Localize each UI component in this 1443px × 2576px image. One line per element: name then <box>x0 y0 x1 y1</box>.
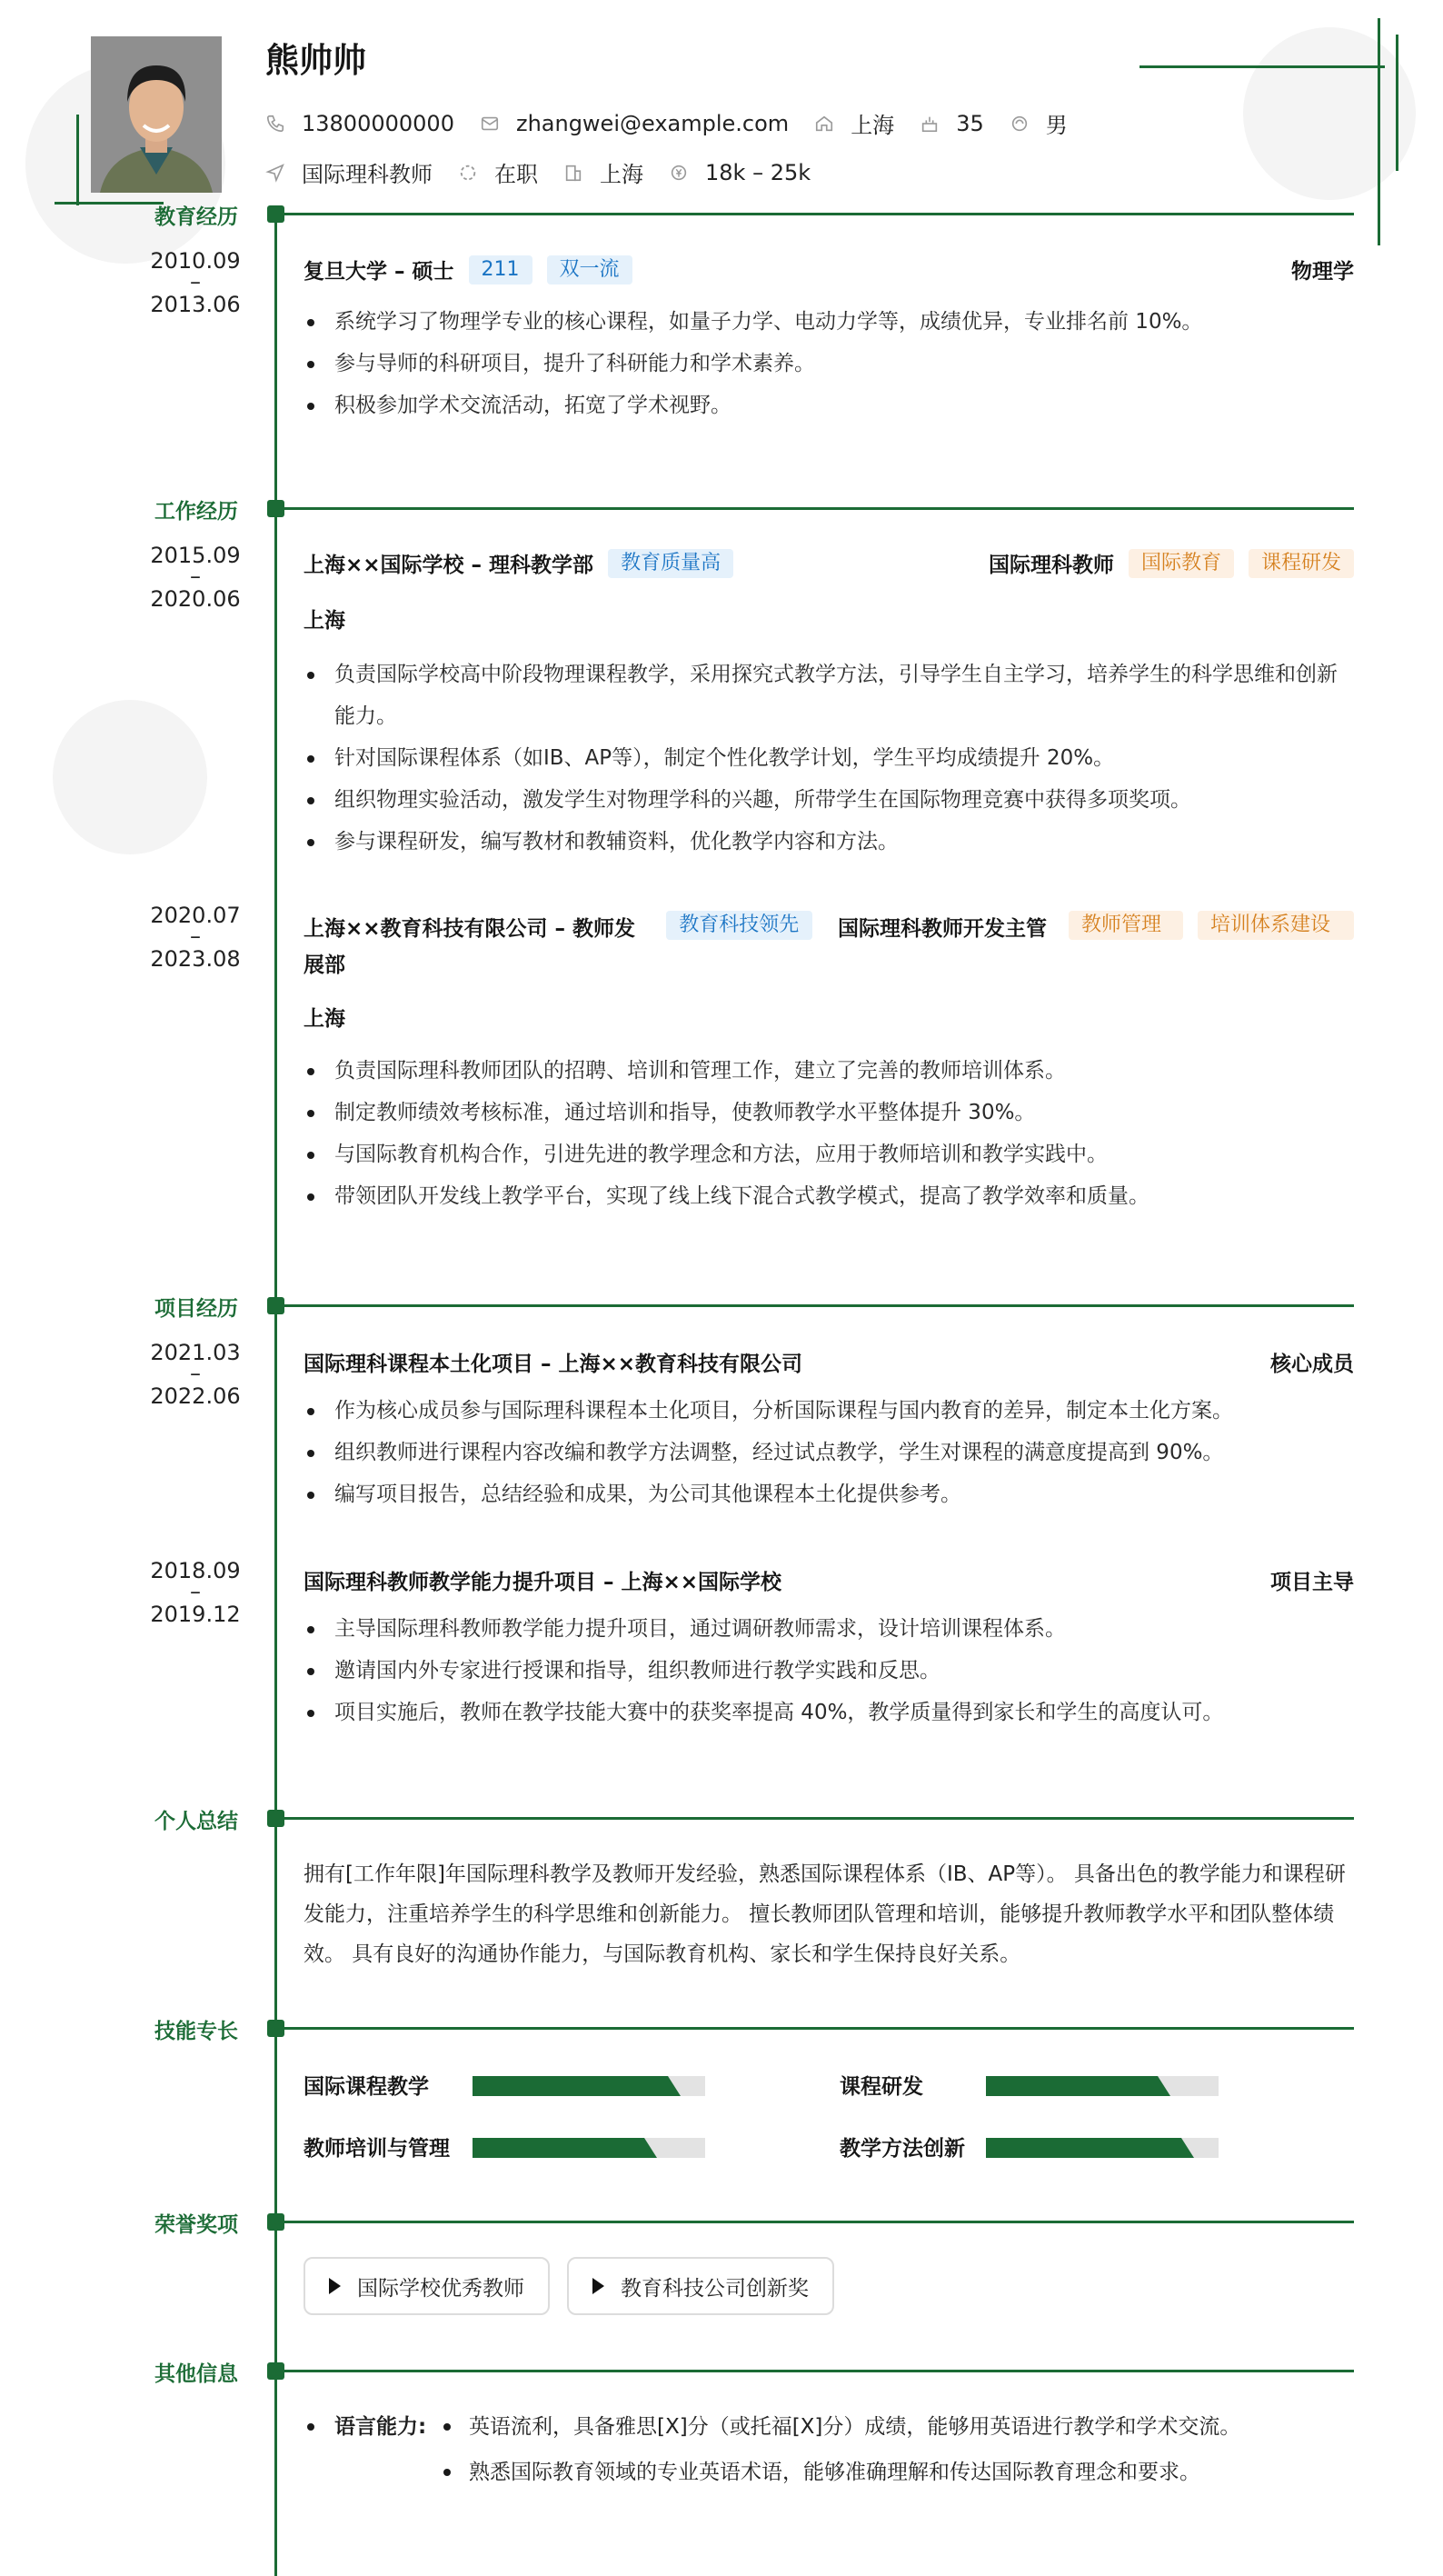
decor-line <box>1396 35 1398 171</box>
target-role-item <box>265 156 433 188</box>
section-dot <box>267 1810 284 1827</box>
avatar <box>91 36 222 193</box>
school-name: 复旦大学 – 硕士 <box>304 260 454 284</box>
date-sep: – <box>190 1579 201 1604</box>
job-title: 国际理科教师 <box>988 554 1114 577</box>
company-name: 上海××教育科技有限公司 – 教师发展部 <box>304 917 636 977</box>
award-item <box>567 2257 834 2315</box>
tag-badge: 国际教育 <box>1129 549 1234 578</box>
cake-icon <box>920 114 940 134</box>
project-date <box>136 1342 254 1407</box>
section-title-other: 其他信息 <box>154 2362 238 2386</box>
decor-circle-right <box>1243 27 1416 200</box>
skill-label <box>304 2070 429 2100</box>
date-end: 2023.08 <box>150 946 241 972</box>
skill-label <box>840 2070 923 2100</box>
entry-header <box>304 548 1354 578</box>
gender-icon <box>1010 114 1030 134</box>
date-sep: – <box>190 924 201 949</box>
skill-label <box>304 2132 450 2162</box>
entry-header-right <box>989 548 1354 578</box>
work-entry <box>304 911 1354 1217</box>
company-name: 上海××国际学校 – 理科教学部 <box>304 554 594 577</box>
date-sep: – <box>190 269 201 295</box>
section-title-awards: 荣誉奖项 <box>154 2213 238 2237</box>
summary-text: 拥有[工作年限]年国际理科教学及教师开发经验，熟悉国际课程体系（IB、AP等）。 具备出色的教学能力和课程研发能力，注重培养学生的科学思维和创新能力。 擅长教师团队管理和培训，能够提升教师教学水平和团队整体绩效。 具有良好的沟通协作能力，与国际教育机构、家长和学生保持良好关系。 <box>304 1862 1346 1966</box>
award-label: 教育科技公司创新奖 <box>621 2276 809 2301</box>
entry-header <box>304 911 1354 983</box>
mail-icon <box>480 114 500 134</box>
coin-icon <box>669 163 689 183</box>
phone-icon <box>265 114 285 134</box>
tag-badge: 教育质量高 <box>608 549 733 578</box>
project-role: 项目主导 <box>1270 1571 1354 1594</box>
work-entry <box>304 548 1354 863</box>
phone-text: 13800000000 <box>302 110 454 136</box>
date-sep: – <box>190 564 201 589</box>
section-divider <box>284 2370 1354 2372</box>
send-icon <box>265 163 285 183</box>
bullet-list <box>304 1608 1354 1733</box>
skill-name: 国际课程教学 <box>304 2075 429 2099</box>
city-text: 上海 <box>851 113 895 138</box>
work-date <box>136 904 254 970</box>
decor-line <box>1378 18 1380 245</box>
skill-bar <box>986 2138 1219 2158</box>
date-start: 2010.09 <box>150 248 241 274</box>
decor-circle-mid <box>53 700 207 854</box>
tag-badge: 211 <box>469 255 532 285</box>
tag-badge: 培训体系建设 <box>1198 911 1354 940</box>
section-divider <box>284 213 1354 215</box>
section-title-work: 工作经历 <box>154 500 238 524</box>
entry-header-left <box>304 255 632 285</box>
section-dot <box>267 2362 284 2380</box>
list-item: 参与导师的科研项目，提升了科研能力和学术素养。 <box>304 343 1354 384</box>
date-start: 2020.07 <box>150 903 241 928</box>
section-dot <box>267 205 284 223</box>
decor-line <box>1139 65 1385 68</box>
skill-label <box>840 2132 965 2162</box>
avatar-image <box>91 36 222 193</box>
entry-header-left <box>304 548 733 578</box>
date-start: 2021.03 <box>150 1340 241 1365</box>
bullet-list <box>304 1050 1354 1217</box>
project-entry <box>304 1347 1354 1515</box>
other-row <box>304 2404 1240 2450</box>
tag-badge: 教师管理 <box>1069 911 1183 940</box>
list-item: 积极参加学术交流活动，拓宽了学术视野。 <box>304 384 1354 426</box>
entry-header-left <box>304 911 812 983</box>
play-icon <box>592 2278 604 2294</box>
list-item: 项目实施后，教师在教学技能大赛中的获奖率提高 40%，教学质量得到家长和学生的高度认可。 <box>304 1692 1354 1733</box>
age-text: 35 <box>956 110 984 136</box>
target-city-item <box>563 156 643 188</box>
project-role: 核心成员 <box>1270 1353 1354 1376</box>
contact-row <box>265 107 1093 139</box>
list-item: 负责国际理科教师团队的招聘、培训和管理工作，建立了完善的教师培训体系。 <box>304 1050 1354 1092</box>
education-date <box>136 250 254 315</box>
work-location: 上海 <box>304 1007 345 1031</box>
status-icon <box>458 163 478 183</box>
status-item <box>458 156 538 188</box>
award-item <box>304 2257 550 2315</box>
job-intent-row <box>265 156 836 188</box>
list-item: 主导国际理科教师教学能力提升项目，通过调研教师需求，设计培训课程体系。 <box>304 1608 1354 1650</box>
list-item: 邀请国内外专家进行授课和指导，组织教师进行教学实践和反思。 <box>304 1650 1354 1692</box>
bullet-list <box>304 1390 1354 1515</box>
section-divider <box>284 2027 1354 2030</box>
entry-header <box>304 1347 1354 1377</box>
section-title-summary: 个人总结 <box>154 1810 238 1833</box>
entry-header-right <box>1291 255 1354 285</box>
list-item: 制定教师绩效考核标准，通过培训和指导，使教师教学水平整体提升 30%。 <box>304 1092 1354 1133</box>
other-info <box>304 2404 1240 2495</box>
project-entry <box>304 1565 1354 1733</box>
tag-badge: 双一流 <box>547 255 632 285</box>
bullet-list <box>304 654 1354 863</box>
gender-text: 男 <box>1045 113 1068 138</box>
section-dot <box>267 500 284 517</box>
work-date <box>136 544 254 610</box>
skill-fill <box>473 2138 644 2158</box>
skill-fill <box>986 2076 1158 2096</box>
date-start: 2018.09 <box>150 1558 241 1583</box>
list-item: 组织教师进行课程内容改编和教学方法调整，经过试点教学，学生对课程的满意度提高到 90%。 <box>304 1432 1354 1473</box>
skill-name: 课程研发 <box>840 2075 923 2099</box>
email-text: zhangwei@example.com <box>515 110 790 136</box>
play-icon <box>329 2278 341 2294</box>
tag-badge: 教育科技领先 <box>666 911 812 940</box>
skill-bar <box>473 2138 705 2158</box>
section-dot <box>267 2020 284 2037</box>
salary-text: 18k – 25k <box>705 159 811 185</box>
section-title-skills: 技能专长 <box>154 2020 238 2043</box>
entry-header <box>304 1565 1354 1595</box>
section-divider <box>284 1304 1354 1307</box>
project-name: 国际理科教师教学能力提升项目 – 上海××国际学校 <box>304 1571 782 1594</box>
list-item: 参与课程研发，编写教材和教辅资料，优化教学内容和方法。 <box>304 821 1354 863</box>
job-title: 国际理科教师开发主管 <box>838 917 1047 941</box>
date-end: 2020.06 <box>150 586 241 612</box>
skill-name: 教学方法创新 <box>840 2137 965 2161</box>
skill-name: 教师培训与管理 <box>304 2137 450 2161</box>
email-item <box>480 111 789 136</box>
other-row <box>304 2450 1240 2495</box>
project-name: 国际理科课程本土化项目 – 上海××教育科技有限公司 <box>304 1353 803 1376</box>
salary-item <box>669 160 811 185</box>
candidate-name: 熊帅帅 <box>265 41 366 80</box>
list-item: 系统学习了物理学专业的核心课程，如量子力学、电动力学等，成绩优异，专业排名前 10%。 <box>304 301 1354 343</box>
project-date <box>136 1560 254 1625</box>
gender-item <box>1010 107 1068 139</box>
list-item: 组织物理实验活动，激发学生对物理学科的兴趣，所带学生在国际物理竞赛中获得多项奖项。 <box>304 779 1354 821</box>
city-item <box>814 107 894 139</box>
date-end: 2019.12 <box>150 1602 241 1627</box>
list-item: 英语流利，具备雅思[X]分（或托福[X]分）成绩，能够用英语进行教学和学术交流。 <box>440 2404 1240 2450</box>
status-text: 在职 <box>494 162 538 187</box>
entry-header <box>304 255 1354 285</box>
section-title-education: 教育经历 <box>154 205 238 229</box>
date-end: 2022.06 <box>150 1383 241 1409</box>
section-dot <box>267 1297 284 1314</box>
home-icon <box>814 114 834 134</box>
list-item: 带领团队开发线上教学平台，实现了线上线下混合式教学模式，提高了教学效率和质量。 <box>304 1175 1354 1217</box>
tag-badge: 课程研发 <box>1249 549 1354 578</box>
date-end: 2013.06 <box>150 292 241 317</box>
spacer <box>304 2450 440 2495</box>
section-title-projects: 项目经历 <box>154 1297 238 1321</box>
list-item: 负责国际学校高中阶段物理课程教学，采用探究式教学方法，引导学生自主学习，培养学生的科学思维和创新能力。 <box>304 654 1354 737</box>
section-divider <box>284 2221 1354 2223</box>
section-divider <box>284 1817 1354 1820</box>
education-entry <box>304 255 1354 426</box>
target-city-text: 上海 <box>600 162 643 187</box>
list-item: 熟悉国际教育领域的专业英语术语，能够准确理解和传达国际教育理念和要求。 <box>440 2450 1200 2495</box>
entry-header-right <box>838 911 1354 947</box>
target-role-text: 国际理科教师 <box>302 162 433 187</box>
language-label: 语言能力: <box>304 2404 440 2450</box>
skill-fill <box>986 2138 1181 2158</box>
section-divider <box>284 507 1354 510</box>
list-item: 与国际教育机构合作，引进先进的教学理念和方法，应用于教师培训和教学实践中。 <box>304 1133 1354 1175</box>
list-item: 作为核心成员参与国际理科课程本土化项目，分析国际课程与国内教育的差异，制定本土化方案。 <box>304 1390 1354 1432</box>
work-location: 上海 <box>304 609 345 633</box>
date-start: 2015.09 <box>150 543 241 568</box>
list-item: 编写项目报告，总结经验和成果，为公司其他课程本土化提供参考。 <box>304 1473 1354 1515</box>
age-item <box>920 111 984 136</box>
list-item: 针对国际课程体系（如IB、AP等），制定个性化教学计划，学生平均成绩提升 20%。 <box>304 737 1354 779</box>
skill-bar <box>986 2076 1219 2096</box>
skill-fill <box>473 2076 668 2096</box>
date-sep: – <box>190 1361 201 1386</box>
skill-bar <box>473 2076 705 2096</box>
major: 物理学 <box>1291 260 1354 284</box>
decor-line <box>76 115 79 205</box>
bullet-list <box>304 301 1354 426</box>
building-icon <box>563 163 583 183</box>
phone-item <box>265 111 454 136</box>
section-dot <box>267 2213 284 2231</box>
award-label: 国际学校优秀教师 <box>357 2276 524 2301</box>
